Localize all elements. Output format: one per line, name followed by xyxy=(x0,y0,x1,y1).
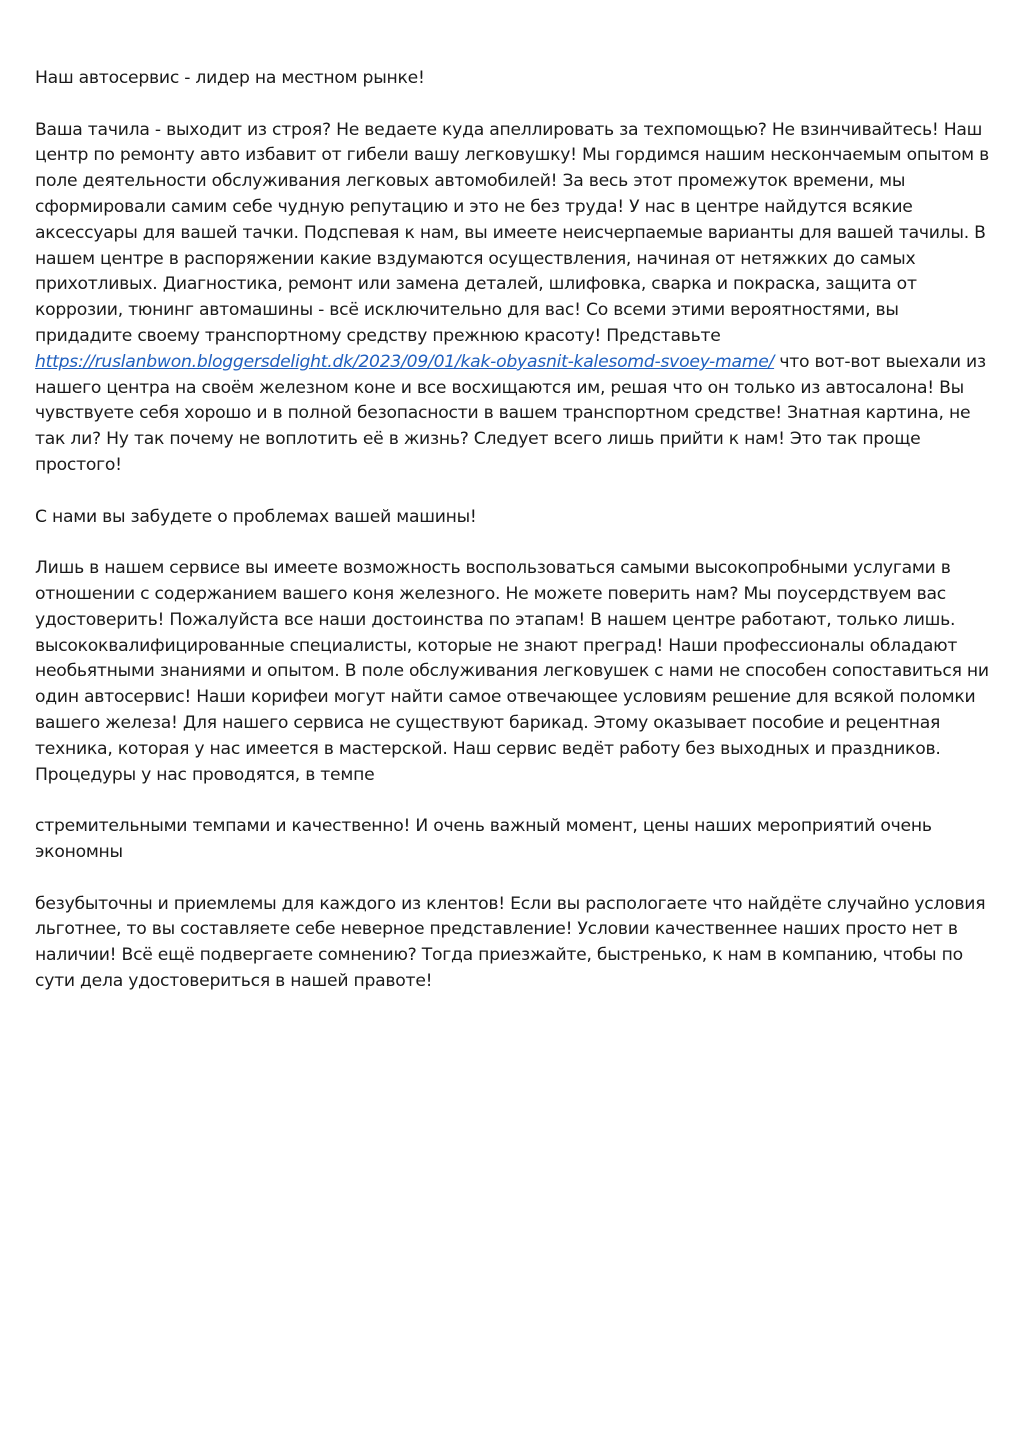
heading-2: С нами вы забудете о проблемах вашей машины! xyxy=(35,506,477,527)
document-body xyxy=(35,66,997,1020)
paragraph-1 xyxy=(35,118,997,479)
paragraph-4: безубыточны и приемлемы для каждого из клентов! Если вы распологаете что найдёте случайно условия льготнее, то вы составляете себе неверное представление! Условии качественнее наших просто нет в наличии! Всё ещё подвергаете сомнению? Тогда приезжайте, быстренько, к нам в компанию, чтобы по сути дела удостовериться в нашей правоте! xyxy=(35,893,986,991)
paragraph-2: Лишь в нашем сервисе вы имеете возможность воспользоваться самыми высокопробными услугами в отношении с содержанием вашего коня железного. Не можете поверить нам? Мы поусердствуем вас удостоверить! Пожалуйста все наши достоинства по этапам! В нашем центре работают, только лишь. высококвалифицированные специалисты, которые не знают преград! Наши профессионалы обладают необьятными знаниями и опытом. В поле обслуживания легковушек с нами не способен сопоставиться ни один автосервис! Наши корифеи могут найти самое отвечающее условиям решение для всякой поломки вашего железа! Для нашего сервиса не существуют барикад. Этому оказывает пособие и рецентная техника, которая у нас имеется в мастерской. Наш сервис ведёт работу без выходных и праздников. Процедуры у нас проводятся, в темпе xyxy=(35,558,989,785)
paragraph-1-text-after-link: что вот-вот выехали из нашего центра на своём железном коне и все восхищаются им, решая что он только из автосалона! Вы чувствуете себя хорошо и в полной безопасности в вашем транспортном средстве! Знатная картина, не так ли? Ну так почему не воплотить её в жизнь? Следует всего лишь прийти к нам! Это так проще простого! xyxy=(35,351,986,475)
article-link[interactable]: https://ruslanbwon.bloggersdelight.dk/2023/09/01/kak-obyasnit-kalesomd-svoey-mame/ xyxy=(35,351,775,372)
paragraph-3: стремительными темпами и качественно! И очень важный момент, цены наших мероприятий очень экономны xyxy=(35,816,932,862)
heading-1: Наш автосервис - лидер на местном рынке! xyxy=(35,68,425,88)
paragraph-1-text-before-link: Ваша тачила - выходит из строя? Не ведаете куда апеллировать за техпомощью? Не взинчивайтесь! Наш центр по ремонту авто избавит от гибели вашу легковушку! Мы гордимся нашим нескончаемым опытом в поле деятельности обслуживания легковых автомобилей! За весь этот промежуток времени, мы сформировали самим себе чудную репутацию и это не без труда! У нас в центре найдутся всякие аксессуары для вашей тачки. Подспевая к нам, вы имеете неисчерпаемые варианты для вашей тачилы. В нашем центре в распоряжении какие вздумаются осуществления, начиная от нетяжких до самых прихотливых. Диагностика, ремонт или замена деталей, шлифовка, сварка и покраска, защита от коррозии, тюнинг автомашины - всё исключительно для вас! Со всеми этими вероятностями, вы придадите своему транспортному средству прежнюю красоту! Представьте xyxy=(35,119,989,346)
